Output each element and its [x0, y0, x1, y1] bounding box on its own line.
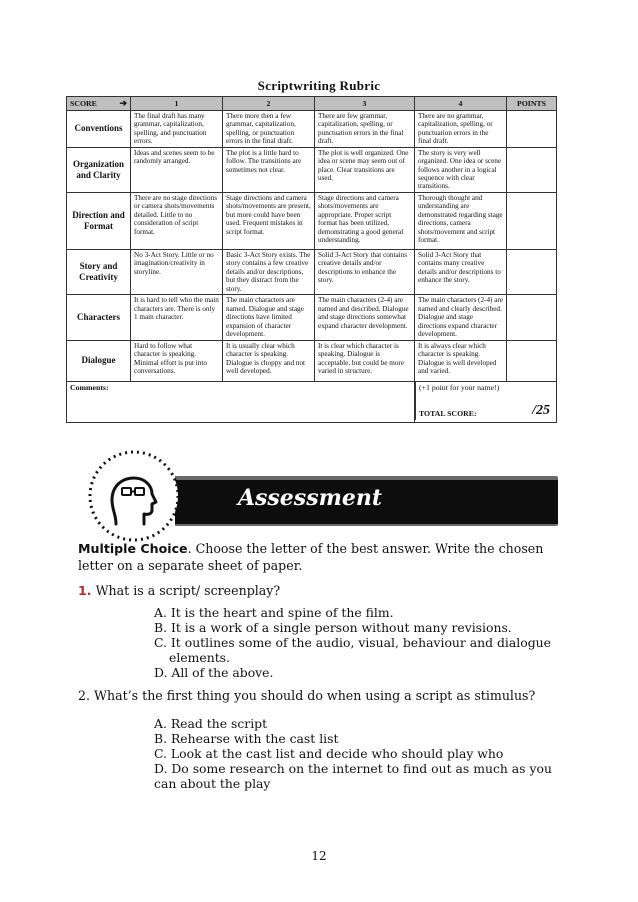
- arrow-right-icon: ➔: [119, 98, 127, 108]
- option: C. Look at the cast list and decide who should play who: [154, 746, 504, 761]
- comments-row: [67, 381, 557, 422]
- option: D. All of the above.: [154, 665, 274, 680]
- score-col-4: 4: [415, 97, 507, 111]
- rubric-cell: The final draft has many grammar, capitalization, spelling, and punctuation errors.: [131, 110, 223, 147]
- option: B. It is a work of a single person without many revisions.: [154, 620, 512, 635]
- question-text: What is a script/ screenplay?: [95, 583, 281, 598]
- score-col-1: 1: [131, 97, 223, 111]
- thinking-head-icon: [86, 448, 182, 544]
- question-1: [78, 583, 280, 599]
- option: A. Read the script: [154, 716, 268, 731]
- rubric-cell: Hard to follow what character is speaking. Minimal effort is put into conversations.: [131, 340, 223, 381]
- rubric-header-row: [67, 97, 557, 111]
- points-header: POINTS: [507, 97, 557, 111]
- rubric-cell: It is hard to tell who the main characters are. There is only 1 main character.: [131, 295, 223, 340]
- rubric-cell: No 3-Act Story. Little or no imagination/creativity in storyline.: [131, 249, 223, 294]
- rubric-row: [67, 249, 557, 294]
- rubric-cell: The story is very well organized. One idea or scene follows another in a logical sequence with clear transitions.: [415, 147, 507, 192]
- question-text: What’s the first thing you should do when using a script as stimulus?: [94, 688, 536, 703]
- criterion-label: Story and Creativity: [67, 249, 131, 294]
- rubric-cell: The main characters (2-4) are named and clearly described. Dialogue and stage directions expand character development.: [415, 295, 507, 340]
- option-list: [154, 716, 564, 791]
- rubric-cell: The main characters are named. Dialogue and stage directions have limited expansion of character development.: [223, 295, 315, 340]
- rubric-cell: Stage directions and camera shots/movements are appropriate. Proper script format has been utilized, demonstrating a good general understanding.: [315, 192, 415, 249]
- points-cell: [507, 249, 557, 294]
- option: B. Rehearse with the cast list: [154, 731, 339, 746]
- rubric-row: [67, 147, 557, 192]
- rubric-cell: Thorough thought and understanding are demonstrated regarding stage directions, camera shots/movement and script format.: [415, 192, 507, 249]
- criterion-label: Organization and Clarity: [67, 147, 131, 192]
- rubric-cell: It is usually clear which character is speaking. Dialogue is choppy and not well developed.: [223, 340, 315, 381]
- rubric-cell: It is always clear which character is speaking. Dialogue is well developed and varied.: [415, 340, 507, 381]
- rubric-title: Scriptwriting Rubric: [257, 78, 381, 93]
- option: A. It is the heart and spine of the film.: [154, 605, 394, 620]
- points-cell: [507, 192, 557, 249]
- rubric-cell: Stage directions and camera shots/movements are present, but more could have been used. Frequent mistakes in script format.: [223, 192, 315, 249]
- points-cell: [507, 295, 557, 340]
- page-number: 12: [311, 849, 327, 863]
- option: D. Do some research on the internet to find out as much as you can about the play: [154, 761, 552, 791]
- rubric-row: [67, 110, 557, 147]
- points-cell: [507, 110, 557, 147]
- total-score-label: TOTAL SCORE:: [419, 408, 477, 418]
- option-list: [154, 605, 554, 680]
- rubric-cell: The plot is a little hard to follow. The transitions are sometimes not clear.: [223, 147, 315, 192]
- comments-label: Comments:: [70, 382, 109, 392]
- score-col-3: 3: [315, 97, 415, 111]
- assessment-heading: Assessment: [237, 485, 383, 511]
- score-col-2: 2: [223, 97, 315, 111]
- comments-cell: [67, 381, 415, 422]
- score-header: SCORE ➔: [67, 97, 131, 111]
- total-score-value: /25: [532, 403, 550, 419]
- instruction-text: [78, 540, 558, 574]
- rubric-cell: Solid 3-Act Story that contains many creative details and/or descriptions to enhance the story.: [415, 249, 507, 294]
- rubric-cell: It is clear which character is speaking. Dialogue is acceptable, but could be more varied in structure.: [315, 340, 415, 381]
- total-score-cell: [415, 381, 557, 422]
- rubric-cell: There are no grammar, capitalization, spelling, or punctuation errors in the final draft.: [415, 110, 507, 147]
- rubric-cell: There are no stage directions or camera shots/movements detailed. Little to no consideration of script format.: [131, 192, 223, 249]
- rubric-cell: There are few grammar, capitalization, spelling, or punctuation errors in the final draft.: [315, 110, 415, 147]
- rubric-cell: The main characters (2-4) are named and described. Dialogue and stage directions somewhat expand character development.: [315, 295, 415, 340]
- instruction-bold: Multiple Choice: [78, 541, 188, 556]
- question-number: 2.: [78, 688, 91, 703]
- criterion-label: Direction and Format: [67, 192, 131, 249]
- rubric-cell: There more then a few grammar, capitalization, spelling, or punctuation errors in the final draft.: [223, 110, 315, 147]
- rubric-row: [67, 192, 557, 249]
- question-number: 1.: [78, 583, 92, 598]
- question-2: [78, 688, 535, 704]
- rubric-row: [67, 340, 557, 381]
- points-cell: [507, 340, 557, 381]
- rubric-cell: The plot is well organized. One idea or scene may seem out of place. Clear transitions are used.: [315, 147, 415, 192]
- rubric-cell: Solid 3-Act Story that contains creative details and/or descriptions to enhance the story.: [315, 249, 415, 294]
- criterion-label: Characters: [67, 295, 131, 340]
- rubric-cell: Basic 3-Act Story exists. The story contains a few creative details and/or descriptions, but they distract from the story.: [223, 249, 315, 294]
- points-cell: [507, 147, 557, 192]
- criterion-label: Conventions: [67, 110, 131, 147]
- criterion-label: Dialogue: [67, 340, 131, 381]
- rubric-table: [66, 96, 557, 423]
- option: C. It outlines some of the audio, visual, behaviour and dialogue elements.: [154, 635, 551, 665]
- bonus-note: (+1 point for your name!): [419, 382, 500, 392]
- rubric-cell: Ideas and scenes seem to be randomly arranged.: [131, 147, 223, 192]
- instruction-rest: . Choose the letter of the best answer. Write the chosen letter on a separate sheet of paper.: [78, 541, 544, 573]
- rubric-row: [67, 295, 557, 340]
